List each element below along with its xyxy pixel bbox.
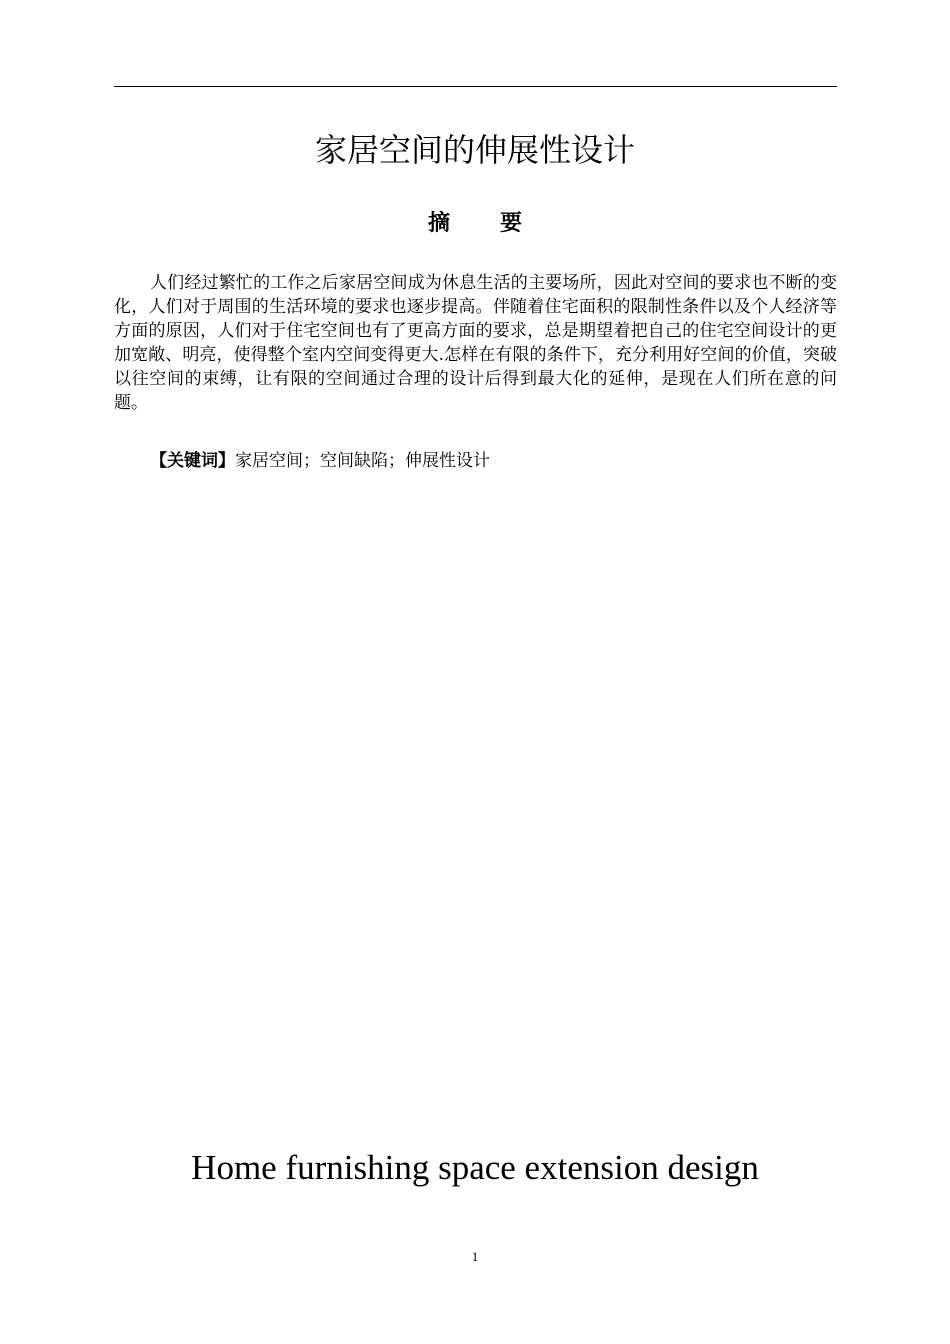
abstract-heading-char-1: 摘 [427, 211, 450, 236]
page-number: 1 [471, 1249, 479, 1264]
keywords-label: 【关键词】 [150, 451, 235, 471]
abstract-body: 人们经过繁忙的工作之后家居空间成为休息生活的主要场所，因此对空间的要求也不断的变化，人们对于周围的生活环境的要求也逐步提高。伴随着住宅面积的限制性条件以及个人经济等方面的原因，人们对于住宅空间也有了更高方面的要求，总是期望着把自己的住宅空间设计的更加宽敞、明亮，使得整个室内空间变得更大.怎样在有限的条件下，充分利用好空间的价值，突破以往空间的束缚，让有限的空间通过合理的设计后得到最大化的延伸，是现在人们所在意的问题。 [114, 273, 837, 413]
keywords-value: 家居空间；空间缺陷；伸展性设计 [235, 451, 490, 471]
english-title: Home furnishing space extension design [191, 1148, 759, 1187]
keywords-line [150, 449, 837, 473]
document-title: 家居空间的伸展性设计 [314, 131, 635, 169]
abstract-heading [0, 208, 950, 240]
abstract-heading-char-2: 要 [500, 211, 523, 236]
header-rule [114, 86, 837, 87]
